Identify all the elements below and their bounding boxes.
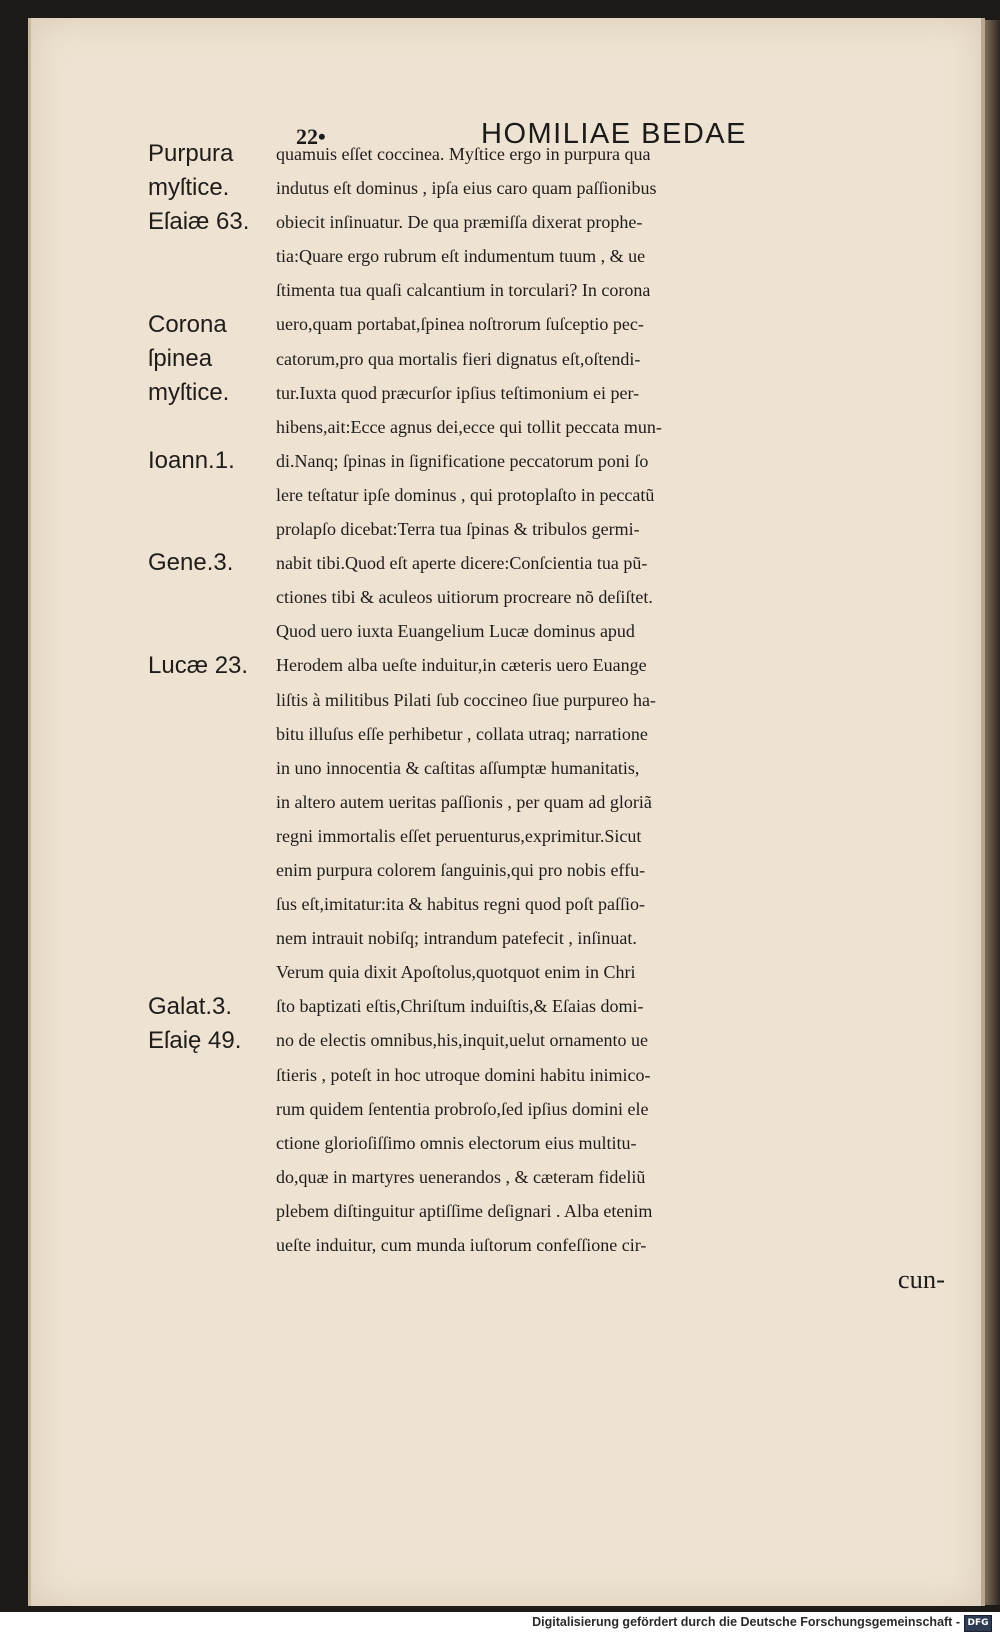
margin-note: Ioann.1.: [148, 446, 235, 474]
body-text: [276, 137, 950, 1296]
text-line: ſus eſt,imitatur:ita & habitus regni quod poſt paſſio-: [276, 894, 645, 915]
page-number: 22•: [296, 124, 326, 149]
text-line: Herodem alba ueſte induitur,in cæteris uero Euange: [276, 655, 647, 676]
text-line: uero,quam portabat,ſpinea noſtrorum ſuſceptio pec-: [276, 314, 644, 335]
text-line: ſtimenta tua quaſi calcantium in torculari? In corona: [276, 280, 651, 301]
text-line: plebem diſtinguitur aptiſſime deſignari . Alba etenim: [276, 1200, 653, 1221]
text-line: quamuis eſſet coccinea. Myſtice ergo in purpura qua: [276, 144, 651, 164]
text-line: ctiones tibi & aculeos uitiorum procreare nõ deſiſtet.: [276, 587, 653, 608]
text-line: prolapſo dicebat:Terra tua ſpinas & tribulos germi-: [276, 519, 640, 540]
text-line: ctione glorioſiſſimo omnis electorum eius multitu-: [276, 1132, 637, 1153]
dfg-logo: DFG: [964, 1615, 992, 1632]
text-line: obiecit inſinuatur. De qua præmiſſa dixerat prophe-: [276, 212, 643, 233]
text-line: no de electis omnibus,his,inquit,uelut ornamento ue: [276, 1030, 648, 1051]
text-line: di.Nanq; ſpinas in ſignificatione peccatorum poni ſo: [276, 450, 649, 471]
margin-note: myſtice.: [148, 378, 230, 406]
text-line: in altero autem ueritas paſſionis , per quam ad gloriã: [276, 791, 652, 812]
text-line: bitu illuſus eſſe perhibetur , collata utraq; narratione: [276, 723, 648, 744]
margin-note: myſtice.: [148, 174, 230, 202]
text-line: nem intrauit nobiſq; intrandum patefecit , inſinuat.: [276, 928, 637, 949]
margin-note: Eſaiæ 63.: [148, 208, 250, 236]
text-line: regni immortalis eſſet peruenturus,exprimitur.Sicut: [276, 825, 642, 846]
text-line: catorum,pro qua mortalis fieri dignatus eſt,oſtendi-: [276, 348, 641, 369]
text-line: ſto baptizati eſtis,Chriſtum induiſtis,& Eſaias domi-: [276, 996, 644, 1017]
margin-note: Lucæ 23.: [148, 651, 249, 679]
text-line: Verum quia dixit Apoſtolus,quotquot enim in Chri: [276, 962, 636, 983]
text-line: tur.Iuxta quod præcurſor ipſius teſtimonium ei per-: [276, 382, 640, 403]
text-line: enim purpura colorem ſanguinis,qui pro nobis effu-: [276, 859, 646, 880]
margin-note: Purpura: [148, 140, 234, 167]
text-line: liſtis à militibus Pilati ſub coccineo ſiue purpureo ha-: [276, 689, 656, 710]
funding-notice: Digitalisierung gefördert durch die Deutsche Forschungsgemeinschaft -: [532, 1615, 960, 1629]
text-line: ſtieris , poteſt in hoc utroque domini habitu inimico-: [276, 1064, 651, 1085]
text-line: in uno innocentia & caſtitas aſſumptæ humanitatis,: [276, 757, 640, 778]
text-line: rum quidem ſententia probroſo,ſed ipſius domini ele: [276, 1098, 649, 1119]
margin-note: Galat.3.: [148, 992, 233, 1020]
text-line: hibens,ait:Ecce agnus dei,ecce qui tollit peccata mun-: [276, 416, 662, 437]
margin-note: Corona: [148, 310, 227, 338]
text-line: indutus eſt dominus , ipſa eius caro quam paſſionibus: [276, 178, 657, 199]
text-line: nabit tibi.Quod eſt aperte dicere:Conſcientia tua pũ-: [276, 553, 648, 574]
running-head: HOMILIAE BEDAE: [481, 118, 747, 150]
text-line: tia:Quare ergo rubrum eſt indumentum tuum , & ue: [276, 246, 646, 267]
margin-note: Gene.3.: [148, 549, 234, 577]
catchword: cun-: [897, 1264, 945, 1295]
margin-note: ſpinea: [148, 344, 213, 372]
text-line: Quod uero iuxta Euangelium Lucæ dominus apud: [276, 621, 635, 642]
text-line: do,quæ in martyres uenerandos , & cæteram fideliũ: [276, 1166, 646, 1187]
text-line: ueſte induitur, cum munda iuſtorum confeſſione cir-: [276, 1235, 647, 1255]
footer-bar: [0, 1612, 1000, 1636]
margin-note: Eſaię 49.: [148, 1026, 242, 1054]
text-line: lere teſtatur ipſe dominus , qui protoplaſto in peccatũ: [276, 484, 655, 505]
